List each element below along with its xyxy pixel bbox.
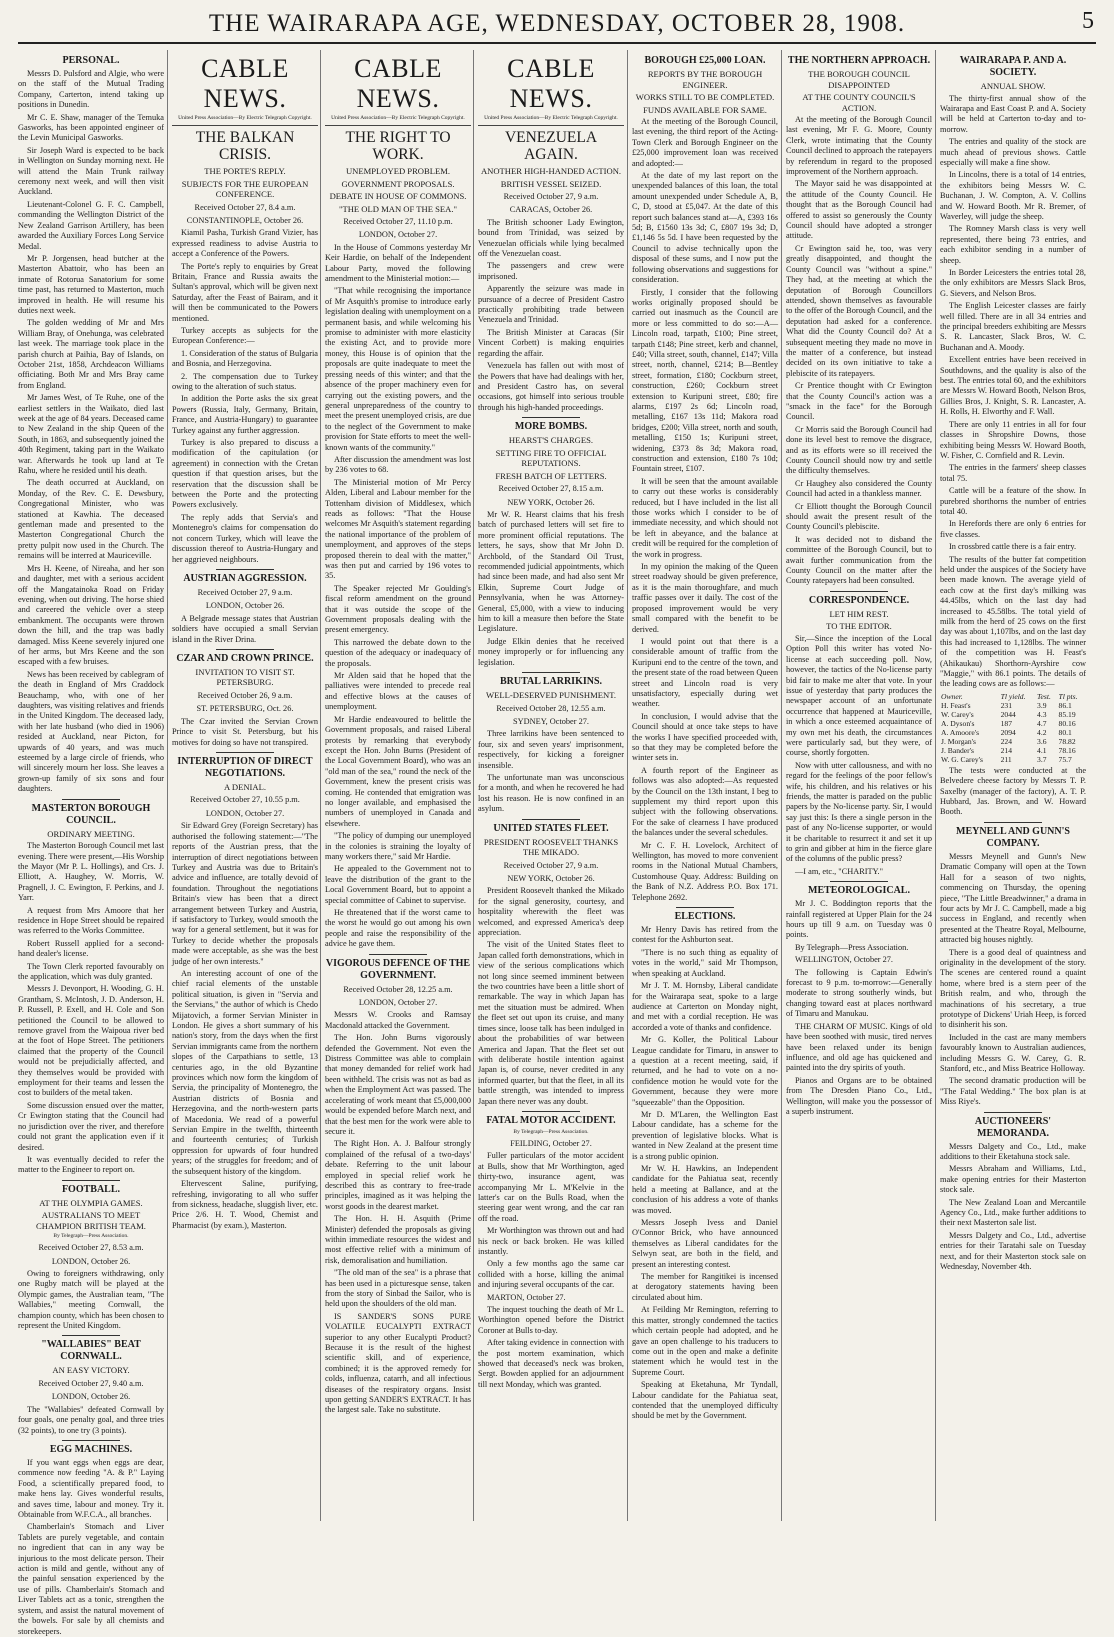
section-divider [216, 752, 274, 753]
table-cell: A. Dyson's [941, 718, 975, 728]
paragraph: MARTON, October 27. [487, 1292, 566, 1302]
column-rule [935, 50, 936, 1521]
section-subheading: AT THE COUNTY COUNCIL'S ACTION. [802, 92, 916, 113]
table-cell: H. Feast's [941, 700, 971, 710]
paragraph: President Roosevelt thanked the Mikado for the signal generosity, courtesy, and hospitality wherewith the fleet was welcomed, and expressed America's deep appreciation. [478, 886, 624, 938]
section-divider [830, 591, 888, 592]
dateline: Received October 27, 9 a.m. [197, 587, 293, 597]
dateline: Received October 27, 8.53 a.m. [38, 1243, 144, 1253]
section-divider [984, 1112, 1042, 1113]
dateline: Received October 28, 12.55 a.m. [496, 703, 606, 713]
table-cell: 2044 [1000, 709, 1016, 719]
paragraph: The reply adds that Servia's and Montenegro's claims for compensation do not concern Turkey, which will leave the discussion thereof to Austria-Hungary and her aggrieved neighbours. [172, 512, 318, 564]
section-heading: THE BALKAN CRISIS. [172, 125, 318, 163]
section-heading: AUCTIONEERS' MEMORANDA. [974, 1115, 1052, 1139]
paragraph: An interesting account of one of the chief racial elements of the unstable political situation, is given in "Servia and the Servians," the author of which is Chedo Mijatovich, a former Servian Minister in London. He gives a short summary of his nation's story, from the days when the first Servian immigrants came from the northern slopes of the Carpathians to settle, 13 centuries ago, in the old Byzantine provinces which now form the kingdom of Servia, the principality of Montenegro, the Austrian districts of Bosnia and Herzegovina, and the north-western parts of Macedonia. We read of a powerful Servian Empire in the twelfth, thirteenth and fourteenth centuries; of Turkish oppression for upwards of four hundred years; of the struggles for freedom; and of the subsequent history of the kingdom. [172, 968, 318, 1176]
section-subheading: DEBATE IN HOUSE OF COMMONS. [329, 191, 467, 201]
column-rule [320, 50, 321, 1521]
section-divider [62, 799, 120, 800]
paragraph: The Czar invited the Servian Crown Prince to visit St. Petersburg, but his motives for doing so have not transpired. [172, 716, 318, 747]
paragraph: "There is no such thing as equality of votes in the world," said Mr Thompson, when speaking at Auckland. [632, 947, 778, 978]
section-subheading: AUSTRALIANS TO MEET CHAMPION BRITISH TEAM. [36, 1210, 146, 1231]
section-subheading: ORDINARY MEETING. [47, 828, 135, 839]
paragraph: The following is Captain Edwin's forecast to 9 p.m. to-morrow:—Generally moderate to strong southerly winds, but changing toward east at places northward of Timaru and Manukau. [786, 967, 932, 1019]
section-divider [62, 1335, 120, 1336]
table-cell: 214 [1000, 745, 1012, 755]
table-cell: 75.7 [1058, 754, 1072, 764]
paragraph: In Border Leicesters the entries total 28, the only exhibitors are Messrs Slack Bros, G. Sievers, and Nelson Bros. [940, 268, 1086, 298]
place-dateline: LONDON, October 27. [205, 808, 285, 818]
paragraph: Kiamil Pasha, Turkish Grand Vizier, has expressed readiness to advise Austria to accept a Conference of the Powers. [172, 228, 318, 259]
paragraph: Mr C. F. H. Lovelock, Architect of Wellington, has moved to more convenient rooms in the National Mutual Chambers, Customhouse Quay. Address: Building on the Bank of N.Z. Address P.O. Box 171. Telephone 2692. [632, 840, 778, 902]
paragraph: The English Leicester classes are fairly well filled. There are in all 34 entries and the principal breeders exhibiting are Messrs S. R. Lancaster, Slack Bros, W. C. Buchanan and A. Moody. [940, 301, 1086, 352]
place-dateline: SYDNEY, October 27. [513, 716, 589, 726]
table-header-cell: Tl yield. [1000, 691, 1026, 701]
paragraph: Messrs D. Pulsford and Algie, who were on the staff of the Mutual Trading Company, Carterton, intend taking up positions in Dunedin. [18, 69, 164, 110]
table-row [940, 719, 1086, 728]
copyright-line: United Press Association—By Electric Telegraph Copyright. [484, 115, 618, 121]
section-subheading: GOVERNMENT PROPOSALS. [341, 178, 455, 189]
place-dateline: CONSTANTINOPLE, October 26. [186, 215, 304, 225]
paragraph: Cr Haughey also considered the County Council had acted in a thankless manner. [786, 478, 932, 499]
table-cell: 3.9 [1037, 700, 1047, 710]
table-cell: A. Amoore's [941, 727, 980, 737]
section-subheading: LET HIM REST. [829, 608, 889, 619]
dateline: Received October 27, 11.10 p.m. [343, 217, 453, 226]
paragraph: Three larrikins have been sentenced to four, six and seven years' imprisonment, respectively, for kicking a foreigner insensible. [478, 729, 624, 770]
section-subheading: UNEMPLOYED PROBLEM. [345, 166, 451, 176]
place-dateline: LONDON, October 27. [358, 998, 438, 1008]
paragraph: Sir Joseph Ward is expected to be back in Wellington on Sunday morning next. He will attend the Main Trunk railway ceremony next week, and will then visit Auckland. [18, 145, 164, 197]
results-table [940, 692, 1086, 764]
section-heading: UNITED STATES FLEET. [493, 822, 609, 834]
paragraph: "The old man of the sea" is a phrase that has been used in a picturesque sense, taken from the story of Sinbad the Sailor, who is held upon the shoulders of the old man. [325, 1268, 471, 1309]
column-1 [18, 52, 164, 1636]
column-rule [627, 50, 628, 1521]
place-dateline: LONDON, October 27. [358, 230, 438, 240]
paragraph: Messrs W. Crooks and Ramsay Macdonald attacked the Government. [325, 1010, 471, 1030]
paragraph: Mr James West, of Te Ruhe, one of the earliest settlers in the Waikato, died last week at the age of 84 years. Deceased came to New Zealand in the ship Queen of the South, in 1863, and subsequently joined the 40th Regiment, taking part in the Waikato war. Afterwards he took up land at Te Rahu, where he resided until his death. [18, 393, 164, 476]
paragraph: It was decided not to disband the committee of the Borough Council, but to await further communication from the County Council on the matter after the County ratepayers had been consulted. [786, 534, 932, 586]
paragraph: Mr D. M'Laren, the Wellington East Labour candidate, has a scheme for the prevention of legislative blocks. What is wanted in New Zealand at the present time is a strong public opinion. [632, 1109, 778, 1161]
paragraph: The British Minister at Caracas (Sir Vincent Corbett) is making enquiries regarding the affair. [478, 327, 624, 358]
table-header-cell: Test. [1037, 691, 1051, 701]
paragraph: Messrs Meynell and Gunn's New Dramatic Company will open at the Town Hall for a season of two nights, commencing on Thursday, the opening piece, "The Little Breadwinner," a drama in four acts by Mr J. C. Campbell, made a big success in England, and recently when presented at the Theatre Royal, Melbourne, attracted big houses nightly. [940, 851, 1086, 945]
column-2 [172, 52, 318, 1521]
section-subheading: ANOTHER HIGH-HANDED ACTION. [480, 166, 622, 176]
paragraph: Turkey accepts as subjects for the European Conference:— [172, 325, 318, 346]
copyright-line: United Press Association—By Electric Telegraph Copyright. [178, 115, 312, 121]
column-rule [167, 50, 168, 1521]
paragraph: The Romney Marsh class is very well represented, there being 73 entries, and each exhibitor sending in a number of sheep. [940, 224, 1086, 265]
place-dateline: NEW YORK, October 26. [507, 874, 595, 883]
column-7 [940, 52, 1086, 1521]
section-heading: FATAL MOTOR ACCIDENT. [486, 1114, 616, 1126]
place-dateline: LONDON, October 26. [51, 1392, 131, 1402]
place-dateline: NEW YORK, October 26. [507, 497, 595, 507]
section-divider [216, 649, 274, 650]
paragraph: The Porte's reply to enquiries by Great Britain, France and Russia awaits the Sultan's approval, which will be given next Saturday, after the Feast of Bairam, and it will then be communicated to the Powers mentioned. [172, 261, 318, 323]
paragraph: The Hon. John Burns vigorously defended the Government. Not even the Distress Committee was able to complain that money demanded for relief work had been withheld. The crisis was not as bad as when the Employment Act was passed. The accelerating of work meant that £5,000,000 would be expended before March next, and that the best men for the work were able to secure it. [325, 1033, 471, 1136]
paragraph: Fuller particulars of the motor accident at Bulls, show that Mr Worthington, aged thirty-two, insurance agent, was accompanying Mr L. M'Kelvie in the latter's car on the Bulls Road, when the steering gear went wrong, and the car ran off the road. [478, 1151, 624, 1223]
copyright-line: United Press Association—By Electric Telegraph Copyright. [331, 115, 465, 121]
paragraph: The results of the butter fat competition held under the auspices of the Society have been made known. The average yield of each cow at the first day's milking was 44.45lbs, which on the last day had increased to 45.58lbs. The total yield of milk from the herd of 25 cows on the first day was about 1,107lbs, and on the last day this had increased to 1,128lbs. The winner of the competition was H. Feast's (Ahikaukau) Shorthorn-Ayrshire cow "Maggie," with 86.1 points. The details of the leading cows are as follows:— [940, 554, 1086, 689]
paragraph: The New Zealand Loan and Mercantile Agency Co., Ltd., make further additions to their next Masterton sale list. [940, 1197, 1086, 1228]
section-subheading: SUBJECTS FOR THE EUROPEAN CONFERENCE. [181, 178, 309, 199]
table-cell: 3.7 [1037, 754, 1047, 764]
paragraph: Some discussion ensued over the matter, Cr Ewington stating that the Council had no jurisdiction over the river, and therefore could not grant the application even if it desired. [18, 1100, 164, 1152]
place-dateline: LONDON, October 26. [51, 1256, 131, 1266]
paragraph: Judge Elkin denies that he received money improperly or for influencing any legislation. [478, 636, 624, 667]
paragraph: The Speaker rejected Mr Goulding's fiscal reform amendment on the ground that it was outside the scope of the Government proposals dealing with the present emergency. [325, 583, 471, 635]
table-row [940, 737, 1086, 746]
section-heading: THE NORTHERN APPROACH. [787, 55, 931, 66]
section-heading: ELECTIONS. [674, 911, 736, 923]
section-subheading: A DENIAL. [223, 781, 266, 792]
paragraph: In addition the Porte asks the six great Powers (Russia, Italy, Germany, Britain, France, and Austria-Hungary) to guarantee Turkey against any further aggression. [172, 394, 318, 435]
paragraph: Pianos and Organs are to be obtained from The Dresden Piano Co., Ltd., Wellington, will make you the possessor of a superb instrument. [786, 1075, 932, 1116]
paragraph: Mrs H. Keene, of Nireaha, and her son and daughter, met with a serious accident off the Mangatainoka Road on Friday evening, when out driving. The horse shied and careered the vehicle over a steep embankment. The occupants were thrown down the hill, and the trap was badly damaged. Miss Keene severely injured one of her arms, but Mrs Keene and the son escaped with a few bruises. [18, 563, 164, 667]
dateline: Received October 27, 9.40 a.m. [38, 1378, 144, 1388]
section-heading: FOOTBALL. [61, 1183, 121, 1195]
paragraph: The "Wallabies" defeated Cornwall by four goals, one penalty goal, and three tries (32 points), to one try (3 points). [18, 1404, 164, 1435]
place-dateline: CARACAS, October 26. [509, 205, 593, 215]
table-cell: 231 [1000, 700, 1012, 710]
paragraph: The tests were conducted at the Belvedere cheese factory by Messrs T. P. Saxelby (manager of the factory), A. T. P. Hubbard, Jas. Brown, and W. Howard Booth. [940, 765, 1086, 817]
table-cell: 86.1 [1058, 700, 1072, 710]
paragraph: Excellent entries have been received in Southdowns, and the quality is also of the best. The entries total 60, and the exhibitors are Messrs W. Howard Booth, Nelson Bros, Gillies Bros, J. Knight, S. R. Lancaster, A. H. Rolls, H. Elworthy and F. Wall. [940, 355, 1086, 417]
section-divider [676, 907, 734, 908]
paragraph: WELLINGTON, October 27. [795, 955, 893, 965]
paragraph: The entries in the farmers' sheep classes total 75. [940, 463, 1086, 483]
section-divider [216, 569, 274, 570]
table-cell: 224 [1000, 736, 1012, 746]
paragraph: A fourth report of the Engineer as follows was also adopted:—As requested by the Council on the 13th instant, I beg to supplement my third report upon this subject with the following observations. For the sake of clearness I have produced the balances under the several schedules. [632, 765, 778, 838]
paragraph: "That while recognising the importance of Mr Asquith's promise to introduce early legislation dealing with unemployment on a permanent basis, and while welcoming his promise to administer with more elasticity the existing Act, and to provide more money, this House is of opinion that the proposals are quite inadequate to meet the pressing needs of this winter; and that the absence of the proper machinery even for carrying out the existing powers, and the general unpreparedness of the country to meet the present unemployed crisis, are due to the neglect of the Government to make provision for State efforts to meet the well-known wants of the community." [325, 286, 471, 452]
paragraph: The thirty-first annual show of the Wairarapa and East Coast P. and A. Society will be held at Carterton to-day and to-morrow. [940, 93, 1086, 134]
paragraph: The passengers and crew were imprisoned. [478, 261, 624, 281]
paragraph: Cattle will be a feature of the show. In purebred shorthorns the number of entries total 40. [940, 486, 1086, 516]
paragraph: Cr Elliott thought the Borough Council should await the present result of the County Council's plebiscite. [786, 501, 932, 532]
paragraph: Lieutenant-Colonel G. F. C. Campbell, commanding the Wellington District of the New Zealand Garrison Artillery, has been awarded the Auxiliary Forces Long Service Medal. [18, 199, 164, 251]
place-dateline: ST. PETERSBURG, Oct. 26. [196, 704, 294, 714]
paragraph: Mr J. T. M. Hornsby, Liberal candidate for the Wairarapa seat, spoke to a large audience at Carterton on Monday night, and met with a cordial reception. He was accorded a vote of thanks and confidence. [632, 981, 778, 1032]
paragraph: Mr Worthington was thrown out and had his neck or back broken. He was killed instantly. [478, 1226, 624, 1256]
paragraph: At Feilding Mr Remington, referring to this matter, strongly condemned the tactics which certain people had adopted, and he gave an open challenge to his traducers to come out in the open and make a definite statement which he would test in the Supreme Court. [632, 1305, 778, 1377]
paragraph: Messrs Dalgety and Co., Ltd., make additions to their Eketahuna stock sale. [940, 1141, 1086, 1162]
paragraph: In Herefords there are only 6 entries for five classes. [940, 519, 1086, 539]
section-divider [369, 954, 427, 955]
section-divider [522, 672, 580, 673]
page-number: 5 [1082, 8, 1094, 34]
section-subheading: WORKS STILL TO BE COMPLETED. [635, 92, 775, 102]
table-header-cell: Owner. [941, 691, 963, 701]
section-divider [522, 417, 580, 418]
paragraph: IS SANDER'S SONS PURE VOLATILE EUCALYPTI EXTRACT superior to any other Eucalypti Product? Because it is the result of the highest scientific skill, and of experience, combined; it is the approved remedy for colds, influenza, catarrh, and all infectious diseases of the respiratory organs. Insist upon getting SANDER'S EXTRACT. It has the largest sale. Take no substitute. [325, 1311, 471, 1415]
paragraph: The Ministerial motion of Mr Percy Alden, Liberal and Labour member for the Tottenham division of Middlesex, which reads as follows: "That the House welcomes Mr Asquith's statement regarding the national importance of the problem of unemployment, and approves of the steps proposed therein to deal with the matter," was then put and carried by 196 votes to 35. [325, 477, 471, 581]
table-header-cell: Tl pts. [1058, 691, 1078, 701]
table-cell: W. G. Carey's [941, 754, 984, 764]
paragraph: The unfortunate man was unconscious for a month, and when he recovered he had lost his reason. He is now confined in an asylum. [478, 772, 624, 814]
section-heading: MASTERTON BOROUGH COUNCIL. [31, 802, 151, 826]
paragraph: 2. The compensation due to Turkey owing to the alteration of such status. [172, 371, 318, 391]
paragraph: After taking evidence in connection with the post mortem examination, which showed that deceased's neck was broken, Sergt. Bowden applied for an adjournment till next Monday, which was granted. [478, 1338, 624, 1389]
section-subheading: BRITISH VESSEL SEIZED. [500, 178, 602, 189]
dateline: Received October 28, 12.25 a.m. [343, 984, 453, 994]
paragraph: The Town Clerk reported favourably on the application, which was duly granted. [18, 961, 164, 981]
section-subheading: PRESIDENT ROOSEVELT THANKS THE MIKADO. [483, 836, 619, 858]
paragraph: By Telegraph—Press Association. [795, 942, 909, 952]
paragraph: Mr P. Jorgensen, head butcher at the Masterton Abattoir, who has been an inmate of Rotorua Sanatorium for some time past, has returned to Masterton, much improved in health. He will resume his duties next week. [18, 253, 164, 315]
table-cell: J. Morgan's [941, 736, 976, 746]
section-heading: BRUTAL LARRIKINS. [499, 676, 603, 688]
column-6 [786, 52, 932, 1521]
paragraph: In Lincolns, there is a total of 14 entries, the exhibitors being Messrs W. C. Buchanan, J. W. Compton, A. V. Collins and W. Howard Booth. Mr R. Bremer, of Waverley, will judge the sheep. [940, 170, 1086, 221]
section-heading: BOROUGH £25,000 LOAN. [644, 55, 766, 66]
paragraph: Owing to foreigners withdrawing, only one Rugby match will be played at the Olympic games, the Australian team, "The Wallabies," meeting Cornwall, the champion county, which has been chosen to represent the United Kingdom. [18, 1269, 164, 1331]
section-subheading: WELL-DESERVED PUNISHMENT. [486, 690, 616, 701]
paragraph: Eltervescent Saline, purifying, refreshing, invigorating to all who suffer from sickness, headache, sluggish liver, etc. Price 2/6. H. T. Wood, Chemist and Pharmacist (by exam.), Masterton. [172, 1179, 318, 1230]
paragraph: He appealed to the Government not to leave the distribution of the grant to the Local Government Board, but to appoint a special committee of Cabinet to supervise. [325, 864, 471, 905]
paragraph: 1. Consideration of the status of Bulgaria and Bosnia, and Herzegovina. [172, 348, 318, 369]
paragraph: Apparently the seizure was made in pursuance of a decree of President Castro practically prohibiting trade between Venezuela and Trinidad. [478, 284, 624, 325]
table-cell: 80.1 [1058, 727, 1072, 737]
paragraph: "The policy of dumping our unemployed in the colonies is straining the loyalty of many workers there," said Mr Hardie. [325, 831, 471, 861]
paragraph: The second dramatic production will be "The Fatal Wedding." The box plan is at Miss Riye's. [940, 1076, 1086, 1107]
paragraph: Mr G. Koller, the Political Labour League candidate for Timaru, in answer to a question at a recent meeting, said, if returned, and he had to vote on a no-confidence motion he would vote for the Government, because they were more "squeezable" than the Opposition. [632, 1035, 778, 1107]
section-subheading: AT THE OLYMPIA GAMES. [39, 1197, 143, 1208]
table-cell: 78.16 [1058, 745, 1076, 755]
column-rule [781, 50, 782, 1521]
paragraph: Mr W. H. Hawkins, an Independent candidate for the Pahiatua seat, recently held a meeting at Ballance, and at the conclusion of his address a vote of thanks was moved. [632, 1164, 778, 1215]
section-subheading: HEARST'S CHARGES. [508, 435, 594, 446]
dateline: Received October 27, 9 a.m. [503, 192, 599, 201]
paragraph: Mr Alden said that he hoped that the palliatives were intended to precede real and effective blows at the causes of unemployment. [325, 671, 471, 712]
paragraph: Messrs Joseph Ivess and Daniel O'Connor Brick, who have announced themselves as Liberal candidates for the Selwyn seat, are both in the field, and present an interesting contest. [632, 1218, 778, 1269]
copyright-line: By Telegraph—Press Association. [53, 1233, 129, 1240]
section-divider [522, 1111, 580, 1112]
paragraph: A request from Mrs Amoore that her residence in Hope Street should be repaired was referred to the Works Committee. [18, 905, 164, 936]
paragraph: Mr J. C. Boddington reports that the rainfall registered at Upper Plain for the 24 hours up till 9 a.m. on Tuesday was 0 points. [786, 899, 932, 940]
table-cell: 3.6 [1037, 736, 1047, 746]
paragraph: It will be seen that the amount available to carry out these works is considerably reduced, but I have included in the list all those works which I consider to be of immediate necessity, and which should not be left in abeyance, and the balance at credit will be required for the completion of the work in progress. [632, 476, 778, 559]
paragraph: At the date of my last report on the unexpended balances of this loan, the total amount unexpended under Schedule A, B, C, D, stood at £5,047. At the date of this report such balances stand at—A, £393 16s 5d; B, £1560 13s 3d; C, £807 19s 3d; D, £1,146 5s 5d. I have been requested by the Council to advise technically upon the disposal of these sums, and I now put the following observations and suggestions for consideration. [632, 171, 778, 285]
table-row [940, 746, 1086, 755]
paragraph: The British schooner Lady Ewington, bound from Trinidad, was seized by Venezuelan officials while lying becalmed off the Venezuelan coast. [478, 217, 624, 259]
paragraph: In my opinion the making of the Queen street roadway should be given preference, as it is the main thoroughfare, and much traffic passes over it daily. The cost of the proposed improvement would be very small compared with the benefit to be derived. [632, 562, 778, 634]
paragraph: This narrowed the debate down to the question of the adequacy or inadequacy of the proposals. [325, 637, 471, 668]
table-row [940, 755, 1086, 764]
paragraph: The Masterton Borough Council met last evening. There were present,—His Worship the Mayor (Mr P. L. Hollings), and Crs. J. Elliott, A. Haughey, W. Morris, W. Pragnell, J. C. Ewington, F. Perkins, and J. Yarr. [18, 841, 164, 903]
table-cell: 4.7 [1037, 718, 1047, 728]
paragraph: The Mayor said he was disappointed at the attitude of the County Council. He thought that as the Borough Council had offered to assist so generously the County Council should have adopted a stronger attitude. [786, 179, 932, 241]
table-cell: 2094 [1000, 727, 1016, 737]
section-subheading: FRESH BATCH OF LETTERS. [495, 470, 607, 481]
paragraph: He threatened that if the worst came to the worst he would go out among his own people and raise the responsibility of the advice he gave them. [325, 908, 471, 949]
paragraph: Messrs Dalgety and Co., Ltd., advertise entries for their Taratahi sale on Tuesday next, and for their Masterton stock sale on Wednesday, November 4th. [940, 1230, 1086, 1272]
section-divider [984, 822, 1042, 823]
table-cell: W. Carey's [941, 709, 974, 719]
section-subheading: ANNUAL SHOW. [980, 81, 1046, 91]
column-5 [632, 52, 778, 1521]
paragraph: Turkey is also prepared to discuss a modification of the capitulation (or agreement) in connection with the Cretan question if that question arises, but the reservation that the discussion shall be between the Porte and the protecting Powers exclusively. [172, 438, 318, 510]
paragraph: Chamberlain's Stomach and Liver Tablets are purely vegetable, and contain no ingredient that can in any way be injurious to the most delicate person. Their action is mild and gentle, without any of the painful sensation experienced by the use of pills. Chamberlain's Stomach and Liver Tablets act as a tonic, strengthen the system, and assist the natural movement of the bowels. For sale by all chemists and storekeepers. [18, 1522, 164, 1636]
newspaper-title: THE WAIRARAPA AGE, WEDNESDAY, OCTOBER 28, 1908. [208, 10, 906, 37]
paragraph: The entries and quality of the stock are much ahead of previous shows. Cattle especially will make a fine show. [940, 137, 1086, 167]
paragraph: THE CHARM OF MUSIC. Kings of old have been soothed with music, tired nerves have been relaxed under its benign influence, and old age has quickened and painted into the dry spirits of youth. [786, 1021, 932, 1073]
paragraph: Cr Prentice thought with Cr Ewington that the County Council's action was a "smack in the face" for the Borough Council. [786, 381, 932, 422]
paragraph: The Right Hon. A. J. Balfour strongly complained of the refusal of a two-days' debate. Referring to the unit labour employed in special relief work he described this as contrary to free-trade principles, imagined as it was helping the worst goods in the dearest market. [325, 1139, 471, 1211]
table-cell: 78.82 [1058, 736, 1076, 746]
paragraph: Included in the cast are many members favourably known to Australian audiences, including Messrs G. W. Carey, G. R. Stanford, etc., and Miss Beatrice Holloway. [940, 1032, 1086, 1073]
section-banner: CABLE NEWS. [201, 54, 289, 113]
paragraph: After discussion the amendment was lost by 236 votes to 68. [325, 454, 471, 475]
table-header-row [940, 692, 1086, 701]
paragraph: Speaking at Eketahuna, Mr Tyndall, Labour candidate for the Pahiatua seat, contended that the unemployed difficulty should be met by the Government. [632, 1380, 778, 1421]
paragraph: If you want eggs when eggs are dear, commence now feeding "A. & P." Laying Food, a scientifically prepared food, to make hens lay. Gives wonderful results, and saves time, labour and money. Try it. Obtainable from W.F.C.A., all branches. [18, 1458, 164, 1520]
section-heading: MEYNELL AND GUNN'S COMPANY. [956, 825, 1070, 849]
section-divider [522, 819, 580, 820]
paragraph: Cr Morris said the Borough Council had done its level best to remove the disgrace, and as its efforts were so ill received the County Council should now try and settle the difficulty themselves. [786, 424, 932, 476]
section-heading: VENEZUELA AGAIN. [478, 125, 624, 163]
section-subheading: AN EASY VICTORY. [52, 1365, 130, 1376]
paragraph: The inquest touching the death of Mr L. Worthington opened before the District Coroner at Bulls to-day. [478, 1305, 624, 1335]
paragraph: There are only 11 entries in all for four classes in Shropshire Downs, those exhibiting being Messrs W. Howard Booth, W. Fisher, C. Cornfield and R. Levin. [940, 419, 1086, 460]
paragraph: Robert Russell applied for a second-hand dealer's license. [18, 938, 164, 959]
section-divider [62, 1180, 120, 1181]
table-cell: 187 [1000, 718, 1012, 728]
copyright-line: By Telegraph—Press Association. [513, 1128, 589, 1135]
section-heading: MORE BOMBS. [514, 421, 588, 433]
table-row [940, 728, 1086, 737]
paragraph: A Belgrade message states that Austrian soldiers have occupied a small Servian island in the River Drina. [172, 613, 318, 644]
section-divider [830, 881, 888, 882]
paragraph: Cr Ewington said he, too, was very greatly disappointed, and thought the County Council was "without a spine." They had, at the meeting at which the deputation of Borough Councillors attended, shown themselves as favourable to the offer of the Borough Council, and the deputation had asked for a conference. What did the County Council do? At a subsequent meeting they made no move in the matter of a conference, but instead decided on its own initiative to take a plebiscite of its ratepayers. [786, 243, 932, 378]
column-rule [473, 50, 474, 1521]
paragraph: Sir,—Since the inception of the Local Option Poll this writer has voted No-license at each succeeding poll. Now, however, the tactics of the No-license party bid fair to make me alter that vote. In your issue of yesterday that party produces the newspaper account of an unfortunate occurrence that happened at Mauriceville, in which a once esteemed acquaintance of my own met his death, the circumstances were particularly sad, but they were, of course, shortly forgotten. [786, 633, 932, 758]
section-subheading: REPORTS BY THE BOROUGH ENGINEER. [647, 69, 763, 90]
paragraph: The visit of the United States fleet to Japan called forth demonstrations, which in view of the serious complications which not long since seemed imminent between the two countries have been a little short of remarkable. The way in which Japan has met the situation must be admired. When the fleet set out upon its cruise, and many times since, loose talk has been indulged in about the probabilities of war between America and Japan. That the fleet set out with deliberate hostile intention against Japan is, of course, never credited in any informed quarter, but that the fleet, in all its battle strength, was intended to impress Japan there never was any doubt. [478, 940, 624, 1106]
section-heading: CZAR AND CROWN PRINCE. [176, 652, 314, 664]
table-cell: 4.1 [1037, 745, 1047, 755]
table-row [940, 710, 1086, 719]
paragraph: The death occurred at Auckland, on Monday, of the Rev. C. E. Dewsbury, Congregational Minister, who was stationed at Kawhia. The deceased gentleman made and presented to the Masterton Congregational Church the pretty pulpit now used in the Church. The remains will be interred at Mauriceville. [18, 478, 164, 561]
section-heading: THE RIGHT TO WORK. [325, 125, 471, 163]
table-cell: 80.16 [1058, 718, 1076, 728]
paragraph: The Hon. H. H. Asquith (Prime Minister) defended the proposals as giving within immediate resources the widest and most effective relief with a minimum of risk, demoralisation and humiliation. [325, 1214, 471, 1265]
paragraph: Now with utter callousness, and with no regard for the feelings of the poor fellow's wife, his children, and his relatives or his friends, the matter is paraded on the public papers by the No-license party. Sir, I would say just this: Is there a single person in the past of any No-license supporter, or would it be charitable to resurrect it and set it up to grin and gibber at him in the fierce glare of the columns of the public press? [786, 760, 932, 864]
section-heading: WAIRARAPA P. AND A. SOCIETY. [959, 55, 1067, 78]
table-cell: 4.3 [1037, 709, 1047, 719]
section-banner: CABLE NEWS. [507, 54, 595, 113]
paragraph: I would point out that there is a considerable amount of traffic from the Kuripuni end to the centre of the town, and the present state of the road between Queen street and Lincoln road is very unsatisfactory, especially during wet weather. [632, 636, 778, 709]
place-dateline: LONDON, October 26. [205, 601, 285, 611]
paragraph: There is a good deal of quaintness and originality in the development of the story. The scenes are centered round a quaint home, where bred is a stern peer of the British realm, and who, through the machinations of his secretary, a true prototype of Dickens' Uriah Heep, is forced to disinherit his son. [940, 947, 1086, 1030]
section-heading: PERSONAL. [62, 55, 120, 66]
paragraph: News has been received by cablegram of the death in England of Mrs Craddock Beauchamp, who, with one of her daughters, was visiting relatives and friends in the United Kingdom. The deceased lady, with her late husband (who died in 1906) resided at Auckland, near Picton, for upwards of 40 years, and was much esteemed by a large circle of friends, who will sincerely mourn her loss. She leaves a grown-up family of six sons and four daughters. [18, 669, 164, 794]
place-dateline: FEILDING, October 27. [510, 1138, 592, 1148]
paragraph: Firstly, I consider that the following works originally proposed should be carried out inasmuch as the Council are more or less committed to do so:—A—Lincoln road, tarpath, £100; Pine street, tarpath £148; Pine street, kerb and channel, £40; Villa street, south, channel, £147; Villa street, north, channel, £214; B—Bentley street, formation, £180; Cockburn street, construction, £260; Cockburn street extension to Kuripuni street, £80; fire alarms, £197 2s 6d; Lincoln road, metalling, £167 13s 11d; Makora road bridges, £200; Villa street, north and south, metalling, £150 1s; Kuripuni street, widening, £373 8s 3d; Makora road, construction and extension, £180 7s 10d; Fountain street, £107. [632, 287, 778, 474]
paragraph: At the meeting of the Borough Council last evening, Mr F. G. Moore, County Clerk, wrote intimating that the County Council declined to approach the ratepayers by referendum in regard to the proposed improvement of the Northern approach. [786, 115, 932, 177]
paragraph: Sir Edward Grey (Foreign Secretary) has authorised the following statement:—"The reports of the Austrian press, that the interruption of direct negotiations between Turkey and Austria was due to Britain's advice and influence, are totally devoid of foundation. Throughout the negotiations Britain's view has been that a direct arrangement between Turkey and Austria, if satisfactory to Turkey, would smooth the way for a general settlement, but it was for Turkey to decide whether the proposals made were acceptable, as she was the best judge of her own interests." [172, 821, 318, 966]
section-heading: "WALLABIES" BEAT CORNWALL. [41, 1339, 141, 1363]
section-heading: CORRESPONDENCE. [808, 594, 910, 606]
section-heading: METEOROLOGICAL. [808, 885, 910, 897]
section-subheading: FUNDS AVAILABLE FOR SAME. [643, 104, 767, 115]
column-4 [478, 52, 624, 1521]
dateline: Received October 27, 8.4 a.m. [194, 202, 296, 212]
paragraph: Messrs Abraham and Williams, Ltd., make opening entries for their Masterton stock sale. [940, 1164, 1086, 1195]
column-3 [325, 52, 471, 1521]
section-divider [62, 1440, 120, 1441]
table-cell: 4.2 [1037, 727, 1047, 737]
table-cell: 85.19 [1058, 709, 1076, 719]
section-heading: INTERRUPTION OF DIRECT NEGOTIATIONS. [177, 755, 313, 779]
paragraph: Venezuela has fallen out with most of the Powers that have had dealings with her, and President Castro has, on several occasions, got himself into serious trouble through his high-handed proceedings. [478, 361, 624, 412]
section-subheading: INVITATION TO VISIT ST. PETERSBURG. [195, 666, 295, 688]
section-subheading: "THE OLD MAN OF THE SEA." [338, 203, 458, 214]
table-cell: 211 [1000, 754, 1012, 764]
section-heading: VIGOROUS DEFENCE OF THE GOVERNMENT. [325, 957, 471, 981]
paragraph: In conclusion, I would advise that the Council should at once take steps to have the works I have specified proceeded with, so that they may be completed before the winter sets in. [632, 711, 778, 763]
dateline: Received October 27, 8.15 a.m. [498, 484, 604, 494]
section-subheading: THE BOROUGH COUNCIL DISAPPOINTED [808, 69, 910, 90]
section-heading: AUSTRIAN AGGRESSION. [183, 572, 307, 584]
paragraph: At the meeting of the Borough Council, last evening, the third report of the Acting-Town Clerk and Borough Engineer on the £25,000 improvement loan was received and adopted:— [632, 117, 778, 168]
section-subheading: TO THE EDITOR. [826, 621, 892, 632]
dateline: Received October 27, 10.55 p.m. [190, 795, 300, 805]
paragraph: The member for Rangitikei is incensed at derogatory statements having been circulated about him. [632, 1272, 778, 1302]
paragraph: In crossbred cattle there is a fair entry. [949, 542, 1077, 552]
paragraph: It was eventually decided to refer the matter to the Engineer to report on. [18, 1154, 164, 1175]
paragraph: In the House of Commons yesterday Mr Keir Hardie, on behalf of the Independent Labour Party, moved the following amendment to the Ministerial motion:— [325, 242, 471, 284]
section-subheading: THE PORTE'S REPLY. [204, 166, 286, 176]
masthead [18, 6, 1096, 44]
paragraph: Mr W. R. Hearst claims that his fresh batch of purchased letters will set fire to more prominent official reputations. The letters, he says, show that Mr John D. Archbold, of the Standard Oil Trust, recommended judicial appointments, which had since been made, and had also sent Mr Elkin, Supreme Court Judge of Pennsylvania, when he was Attorney-General, £5,000, with a view to inducing him to kill a measure then before the State Legislature. [478, 509, 624, 634]
table-cell: J. Bander's [941, 745, 975, 755]
table-row [940, 701, 1086, 710]
paragraph: Mr Hardie endeavoured to belittle the Government proposals, and raised Liberal protests by remarking that everybody except the Hon. John Burns (President of the Local Government Board), who was an "old man of the sea," round the neck of the Government, knew the present crisis was coming. He contended that emigration was no longer available, and emphasised the numbers of unemployed in Canada and elsewhere. [325, 714, 471, 828]
paragraph: Mr C. E. Shaw, manager of the Temuka Gasworks, has been appointed engineer of the Levin Municipal Gasworks. [18, 112, 164, 143]
section-subheading: SETTING FIRE TO OFFICIAL REPUTATIONS. [495, 447, 607, 469]
section-heading: EGG MACHINES. [49, 1444, 133, 1455]
paragraph: Mr Henry Davis has retired from the contest for the Ashburton seat. [632, 925, 778, 945]
dateline: Received October 26, 9 a.m. [197, 690, 293, 700]
dateline: Received October 27, 9 a.m. [503, 860, 599, 870]
paragraph: The golden wedding of Mr and Mrs William Bray, of Onehunga, was celebrated last week. The marriage took place in the parish church at Paihia, Bay of Islands, on October 21st, 1858, Archdeacon Williams officiating. Both Mr and Mrs Bray came from England. [18, 318, 164, 390]
section-banner: CABLE NEWS. [354, 54, 442, 113]
paragraph: Messrs J. Devonport, H. Wooding, G. H. Grantham, S. McIntosh, J. D. Anderson, H. P. Russell, P. Exell, and H. Cole and Son petitioned the Council to be allowed to remove gravel from the Waipoua river bed at the foot of Hope Street. The petitioners claimed that the property of the Council would not be prejudicially affected, and they themselves would be provided with employment for their teams and lessen the cost to builders of the metal taken. [18, 984, 164, 1098]
paragraph: —I am, etc., "CHARITY." [795, 866, 883, 876]
paragraph: Only a few months ago the same car collided with a horse, killing the animal and injuring several occupants of the car. [478, 1259, 624, 1290]
